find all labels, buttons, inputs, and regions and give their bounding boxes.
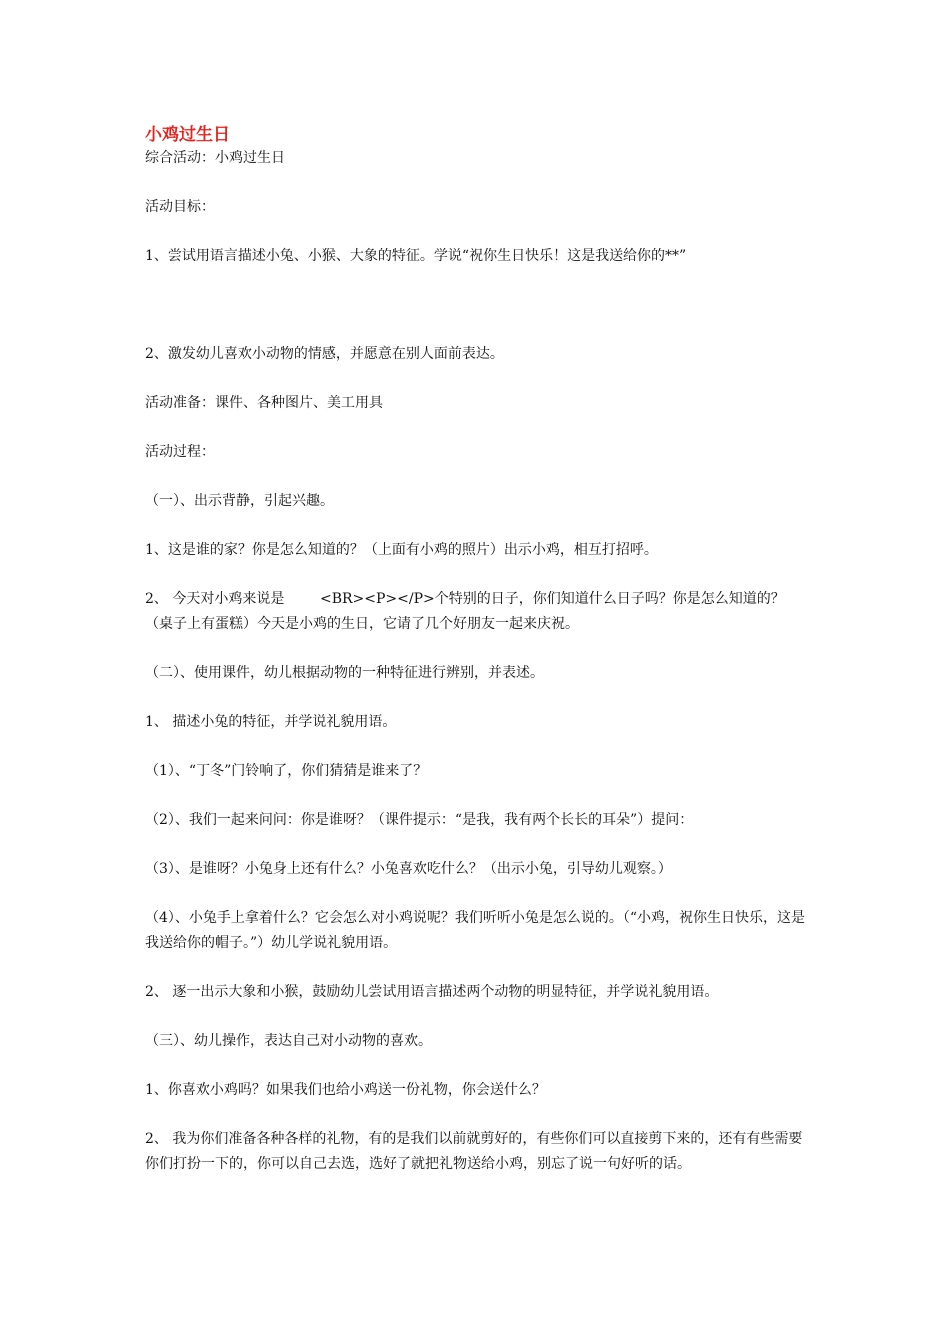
paragraph-step-3-2: 2、 我为你们准备各种各样的礼物，有的是我们以前就剪好的，有些你们可以直接剪下来的，还有有些需要你们打扮一下的，你可以自己去选，选好了就把礼物送给小鸡，别忘了说一句好听的话。 — [145, 1131, 803, 1172]
paragraph-step-3-1: 1、你喜欢小鸡吗？如果我们也给小鸡送一份礼物，你会送什么？ — [145, 1082, 546, 1098]
paragraph-goal-1: 1、尝试用语言描述小兔、小猴、大象的特征。学说“祝你生日快乐！这是我送给你的**” — [145, 248, 687, 264]
paragraph-substep-4: （4）、小兔手上拿着什么？它会怎么对小鸡说呢？我们听听小兔是怎么说的。（“小鸡，祝你生日快乐，这是我送给你的帽子。”）幼儿学说礼貌用语。 — [145, 910, 806, 951]
paragraph-substep-1: （1）、“丁冬”门铃响了，你们猜猜是谁来了？ — [145, 763, 428, 779]
paragraph-section-3: （三）、幼儿操作，表达自己对小动物的喜欢。 — [145, 1033, 432, 1049]
paragraph-substep-3: （3）、是谁呀？小兔身上还有什么？小兔喜欢吃什么？（出示小兔，引导幼儿观察。） — [145, 861, 672, 877]
document-title: 小鸡过生日 — [145, 125, 230, 145]
paragraph-step-2-1: 1、 描述小兔的特征，并学说礼貌用语。 — [145, 714, 397, 730]
paragraph-section-2: （二）、使用课件，幼儿根据动物的一种特征进行辨别，并表述。 — [145, 665, 544, 681]
paragraph-section-1: （一）、出示背静，引起兴趣。 — [145, 493, 334, 509]
paragraph-substep-2: （2）、我们一起来问问：你是谁呀？（课件提示：“是我，我有两个长长的耳朵”）提问： — [145, 812, 694, 828]
paragraph-goal-2: 2、激发幼儿喜欢小动物的情感，并愿意在别人面前表达。 — [145, 346, 504, 362]
paragraph-step-2-2: 2、 逐一出示大象和小猴，鼓励幼儿尝试用语言描述两个动物的明显特征，并学说礼貌用语。 — [145, 984, 719, 1000]
paragraph-goals-heading: 活动目标： — [145, 199, 215, 215]
paragraph-subtitle: 综合活动：小鸡过生日 — [145, 150, 285, 166]
paragraph-process-heading: 活动过程： — [145, 444, 215, 460]
paragraph-step-1-2: 2、 今天对小鸡来说是 <BR><P></P>个特别的日子，你们知道什么日子吗？你是怎么知道的？（桌子上有蛋糕）今天是小鸡的生日，它请了几个好朋友一起来庆祝。 — [145, 591, 785, 632]
document-page — [145, 124, 810, 1177]
paragraph-step-1-1: 1、这是谁的家？你是怎么知道的？（上面有小鸡的照片）出示小鸡，相互打招呼。 — [145, 542, 658, 558]
paragraph-preparation: 活动准备：课件、各种图片、美工用具 — [145, 395, 383, 411]
